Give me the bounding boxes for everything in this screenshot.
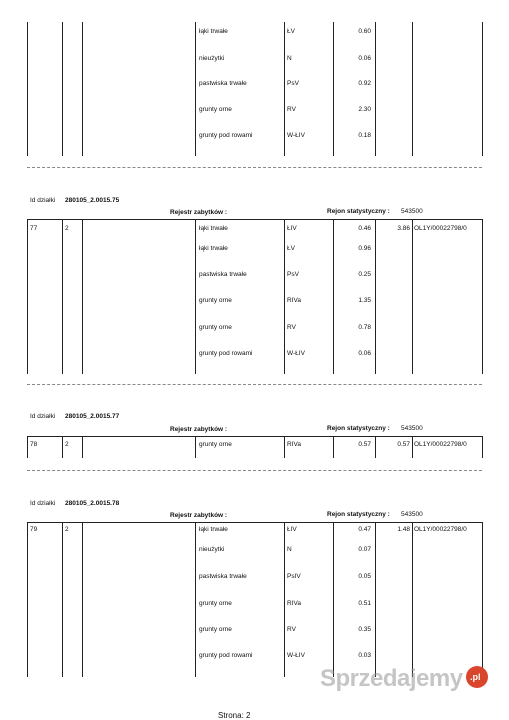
column-border (27, 219, 28, 374)
column-border (284, 219, 285, 374)
table-top-border (27, 522, 483, 523)
land-use-cell: grunty pod rowami (199, 652, 253, 659)
col2-cell: 2 (65, 225, 69, 232)
section-divider (27, 384, 482, 385)
area-cell: 0.25 (358, 271, 371, 278)
area-cell: 0.35 (358, 626, 371, 633)
soil-class-cell: N (287, 546, 292, 553)
column-border (333, 219, 334, 374)
land-use-cell: łąki trwałe (199, 28, 228, 35)
land-use-cell: łąki trwałe (199, 225, 228, 232)
parcel-total-area: 3.86 (397, 225, 410, 232)
column-border (82, 522, 83, 677)
land-register-number: OL1Y/00022798/0 (414, 526, 467, 533)
area-cell: 0.46 (358, 225, 371, 232)
column-border (284, 522, 285, 677)
soil-class-cell: N (287, 55, 292, 62)
soil-class-cell: RV (287, 626, 296, 633)
column-border (412, 436, 413, 458)
soil-class-cell: W-ŁIV (287, 132, 305, 139)
column-border (195, 436, 196, 458)
land-use-cell: pastwiska trwałe (199, 573, 247, 580)
col2-cell: 2 (65, 526, 69, 533)
parcel-id-label: Id działki (30, 197, 56, 204)
soil-class-cell: RIVa (287, 297, 301, 304)
land-register-number: OL1Y/00022798/0 (414, 225, 467, 232)
area-cell: 0.78 (358, 324, 371, 331)
land-use-cell: nieużytki (199, 546, 225, 553)
parcel-id-label: Id działki (30, 500, 56, 507)
statistical-region-value: 543500 (401, 208, 423, 215)
lp-cell: 79 (30, 526, 38, 533)
column-border (284, 22, 285, 156)
soil-class-cell: RV (287, 324, 296, 331)
area-cell: 0.92 (358, 80, 371, 87)
area-cell: 0.07 (358, 546, 371, 553)
area-cell: 0.57 (358, 441, 371, 448)
column-border (482, 22, 483, 156)
column-border (62, 436, 63, 458)
soil-class-cell: ŁIV (287, 225, 297, 232)
monument-register-label: Rejestr zabytków : (170, 512, 228, 519)
section-divider (27, 470, 482, 471)
column-border (482, 436, 483, 458)
parcel-total-area: 1.48 (397, 526, 410, 533)
parcel-id-value: 280105_2.0015.78 (65, 500, 120, 507)
column-border (375, 22, 376, 156)
area-cell: 0.51 (358, 600, 371, 607)
lp-cell: 77 (30, 225, 38, 232)
table-top-border (27, 436, 483, 437)
column-border (27, 522, 28, 677)
area-cell: 0.60 (358, 28, 371, 35)
land-use-cell: grunty pod rowami (199, 350, 253, 357)
column-border (412, 522, 413, 677)
column-border (195, 22, 196, 156)
soil-class-cell: ŁV (287, 245, 295, 252)
statistical-region-label: Rejon statystyczny : (327, 208, 390, 215)
column-border (62, 522, 63, 677)
land-register-number: OL1Y/00022798/0 (414, 441, 467, 448)
land-use-cell: grunty orne (199, 324, 232, 331)
land-use-cell: grunty pod rowami (199, 132, 253, 139)
land-use-cell: łąki trwałe (199, 526, 228, 533)
column-border (412, 22, 413, 156)
soil-class-cell: RV (287, 106, 296, 113)
column-border (375, 436, 376, 458)
land-use-cell: grunty orne (199, 441, 232, 448)
column-border (82, 22, 83, 156)
land-use-cell: grunty orne (199, 600, 232, 607)
section-divider (27, 167, 482, 168)
column-border (482, 522, 483, 677)
soil-class-cell: ŁIV (287, 526, 297, 533)
area-cell: 0.03 (358, 652, 371, 659)
column-border (195, 219, 196, 374)
area-cell: 2.30 (358, 106, 371, 113)
soil-class-cell: RIVa (287, 441, 301, 448)
soil-class-cell: W-ŁIV (287, 652, 305, 659)
parcel-total-area: 0.57 (397, 441, 410, 448)
column-border (82, 436, 83, 458)
land-use-cell: nieużytki (199, 55, 225, 62)
area-cell: 0.47 (358, 526, 371, 533)
soil-class-cell: PsIV (287, 573, 301, 580)
area-cell: 0.05 (358, 573, 371, 580)
column-border (284, 436, 285, 458)
parcel-id-value: 280105_2.0015.75 (65, 197, 120, 204)
soil-class-cell: PsV (287, 271, 299, 278)
column-border (375, 219, 376, 374)
col2-cell: 2 (65, 441, 69, 448)
area-cell: 0.06 (358, 55, 371, 62)
soil-class-cell: ŁV (287, 28, 295, 35)
column-border (333, 22, 334, 156)
statistical-region-value: 543500 (401, 511, 423, 518)
land-use-cell: łąki trwałe (199, 245, 228, 252)
monument-register-label: Rejestr zabytków : (170, 209, 228, 216)
parcel-id-value: 280105_2.0015.77 (65, 413, 120, 420)
area-cell: 1.35 (358, 297, 371, 304)
land-use-cell: grunty orne (199, 626, 232, 633)
statistical-region-value: 543500 (401, 425, 423, 432)
soil-class-cell: W-ŁIV (287, 350, 305, 357)
area-cell: 0.96 (358, 245, 371, 252)
land-use-cell: grunty orne (199, 297, 232, 304)
page-number: Strona: 2 (218, 711, 251, 720)
watermark-badge-text: .pl (470, 672, 481, 682)
column-border (27, 22, 28, 156)
land-use-cell: pastwiska trwałe (199, 271, 247, 278)
monument-register-label: Rejestr zabytków : (170, 426, 228, 433)
column-border (333, 436, 334, 458)
column-border (333, 522, 334, 677)
column-border (482, 219, 483, 374)
area-cell: 0.18 (358, 132, 371, 139)
land-use-cell: pastwiska trwałe (199, 80, 247, 87)
column-border (27, 436, 28, 458)
statistical-region-label: Rejon statystyczny : (327, 425, 390, 432)
statistical-region-label: Rejon statystyczny : (327, 511, 390, 518)
column-border (375, 522, 376, 677)
table-top-border (27, 219, 483, 220)
column-border (62, 22, 63, 156)
column-border (82, 219, 83, 374)
column-border (412, 219, 413, 374)
area-cell: 0.06 (358, 350, 371, 357)
parcel-id-label: Id działki (30, 413, 56, 420)
watermark-text: Sprzedajemy (320, 665, 463, 692)
column-border (195, 522, 196, 677)
lp-cell: 78 (30, 441, 38, 448)
soil-class-cell: PsV (287, 80, 299, 87)
land-use-cell: grunty orne (199, 106, 232, 113)
soil-class-cell: RIVa (287, 600, 301, 607)
column-border (62, 219, 63, 374)
